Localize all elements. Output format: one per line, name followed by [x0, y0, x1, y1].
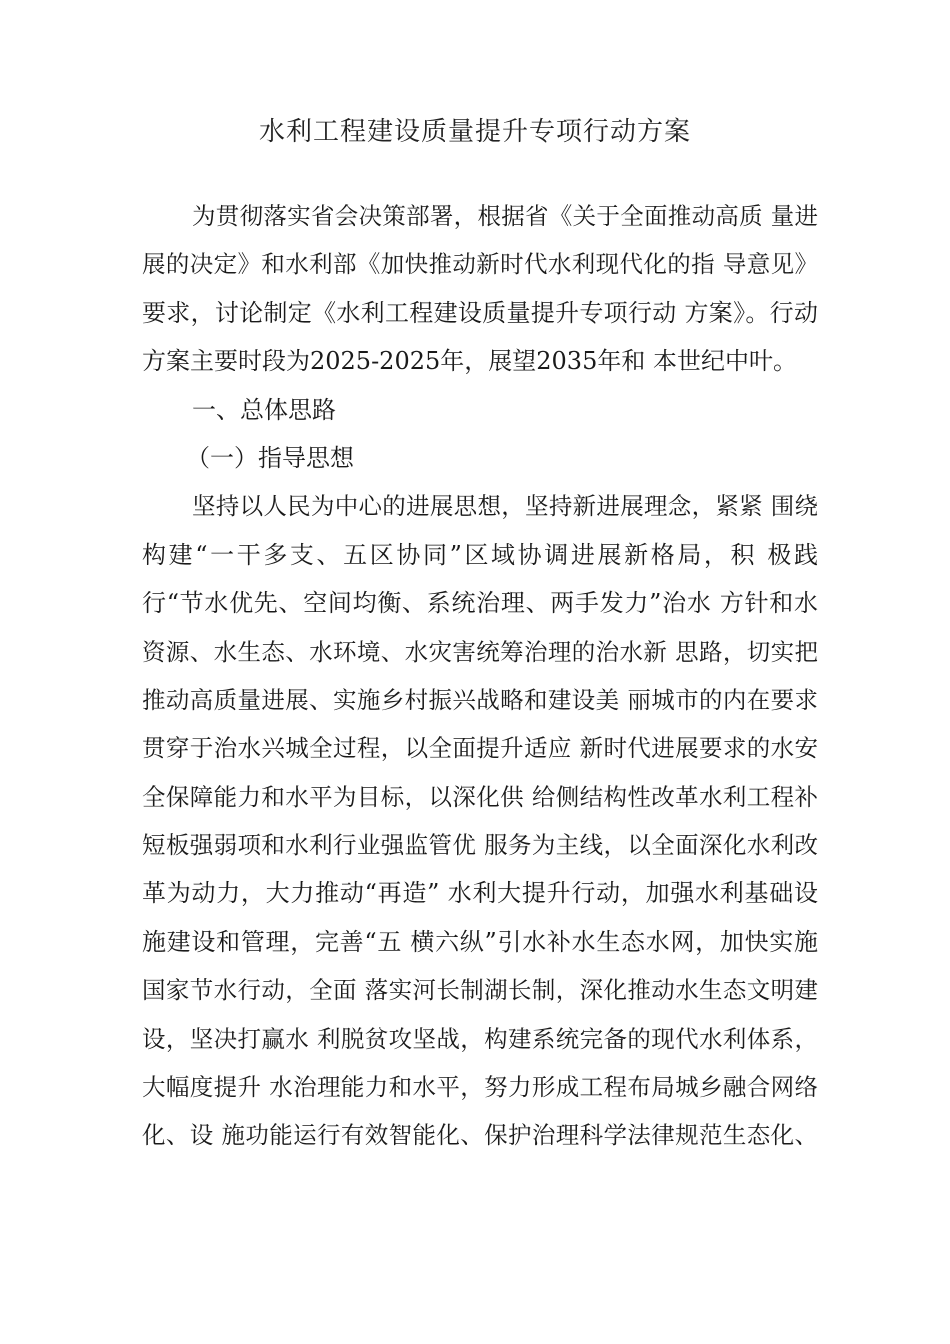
- intro-line: 展的决定》和水利部《加快推动新时代水利现代化的指 导意见》: [142, 250, 818, 279]
- intro-line: 要求，讨论制定《水利工程建设质量提升专项行动 方案》。行动: [142, 298, 818, 327]
- document-body: [142, 192, 818, 1160]
- guiding-paragraph: [142, 482, 818, 1159]
- guiding-line: 设，坚决打赢水 利脱贫攻坚战，构建系统完备的现代水利体系，: [142, 1024, 818, 1053]
- guiding-line: 行“节水优先、空间均衡、系统治理、两手发力”治水 方针和水: [142, 589, 818, 618]
- guiding-line: 贯穿于治水兴城全过程，以全面提升适应 新时代进展要求的水安: [142, 734, 818, 763]
- guiding-line: 坚持以人民为中心的进展思想，坚持新进展理念，紧紧 围绕: [192, 492, 818, 521]
- guiding-line: 国家节水行动，全面 落实河长制湖长制，深化推动水生态文明建: [142, 976, 818, 1005]
- guiding-line: 构建“一干多支、五区协同”区域协调进展新格局，积 极践: [142, 540, 818, 569]
- guiding-line: 大幅度提升 水治理能力和水平，努力形成工程布局城乡融合网络: [142, 1073, 818, 1102]
- guiding-line: 革为动力，大力推动“再造” 水利大提升行动，加强水利基础设: [142, 879, 818, 908]
- section-heading: 一、总体思路: [192, 395, 336, 424]
- guiding-line: 全保障能力和水平为目标，以深化供 给侧结构性改革水利工程补: [142, 782, 818, 811]
- document-title: 水利工程建设质量提升专项行动方案: [258, 117, 691, 147]
- guiding-line: 施建设和管理，完善“五 横六纵”引水补水生态水网，加快实施: [142, 927, 818, 956]
- guiding-line: 推动高质量进展、实施乡村振兴战略和建设美 丽城市的内在要求: [142, 685, 818, 714]
- intro-line: 为贯彻落实省会决策部署，根据省《关于全面推动高质 量进: [192, 202, 818, 230]
- intro-line: 方案主要时段为2025-2025年，展望2035年和 本世纪中叶。: [142, 347, 797, 376]
- guiding-line: 化、设 施功能运行有效智能化、保护治理科学法律规范生态化、: [142, 1121, 818, 1150]
- intro-paragraph: [142, 192, 818, 386]
- guiding-line: 资源、水生态、水环境、水灾害统筹治理的治水新 思路，切实把: [142, 637, 818, 666]
- guiding-line: 短板强弱项和水利行业强监管优 服务为主线，以全面深化水利改: [142, 831, 818, 860]
- subsection-heading: （一）指导思想: [186, 443, 354, 472]
